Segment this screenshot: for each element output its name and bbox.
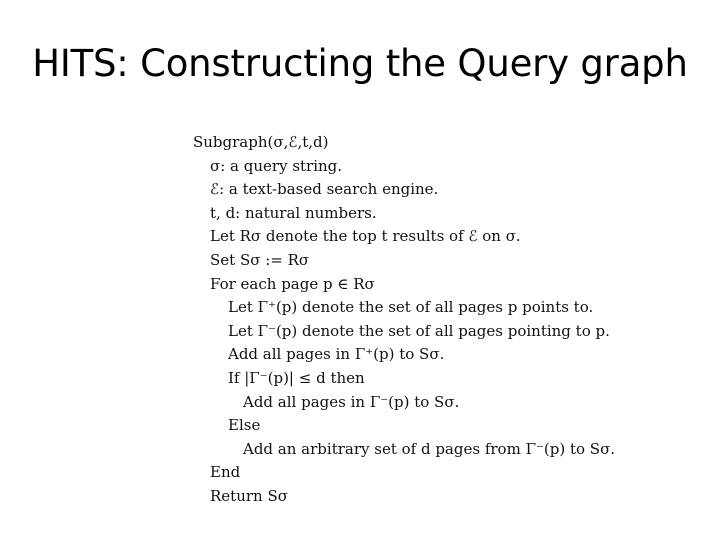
algorithm-line: Add all pages in Γ⁻(p) to Sσ.	[243, 392, 460, 411]
algorithm-line: Let Γ⁻(p) denote the set of all pages pointing to p.	[228, 321, 610, 340]
algorithm-line: Set Sσ := Rσ	[210, 251, 310, 269]
algorithm-line: End	[210, 463, 241, 482]
algorithm-line: Add an arbitrary set of d pages from Γ⁻(p) to Sσ.	[243, 439, 616, 458]
algorithm-line: For each page p ∈ Rσ	[210, 274, 375, 293]
algorithm-line: Subgraph(σ,ℰ,t,d)	[193, 133, 329, 151]
slide-title: HITS: Constructing the Query graph	[32, 42, 688, 85]
algorithm-line: Let Rσ denote the top t results of ℰ on σ.	[210, 227, 521, 246]
algorithm-line: If |Γ⁻(p)| ≤ d then	[228, 369, 365, 387]
algorithm-line: Add all pages in Γ⁺(p) to Sσ.	[228, 345, 445, 364]
algorithm-line: Else	[228, 416, 261, 435]
algorithm-line: σ: a query string.	[210, 156, 343, 175]
algorithm-line: Let Γ⁺(p) denote the set of all pages p points to.	[228, 298, 594, 317]
algorithm-line: ℰ: a text-based search engine.	[210, 180, 439, 199]
algorithm-pseudocode	[193, 128, 673, 508]
algorithm-line: t, d: natural numbers.	[210, 203, 377, 222]
algorithm-line: Return Sσ	[210, 487, 288, 505]
